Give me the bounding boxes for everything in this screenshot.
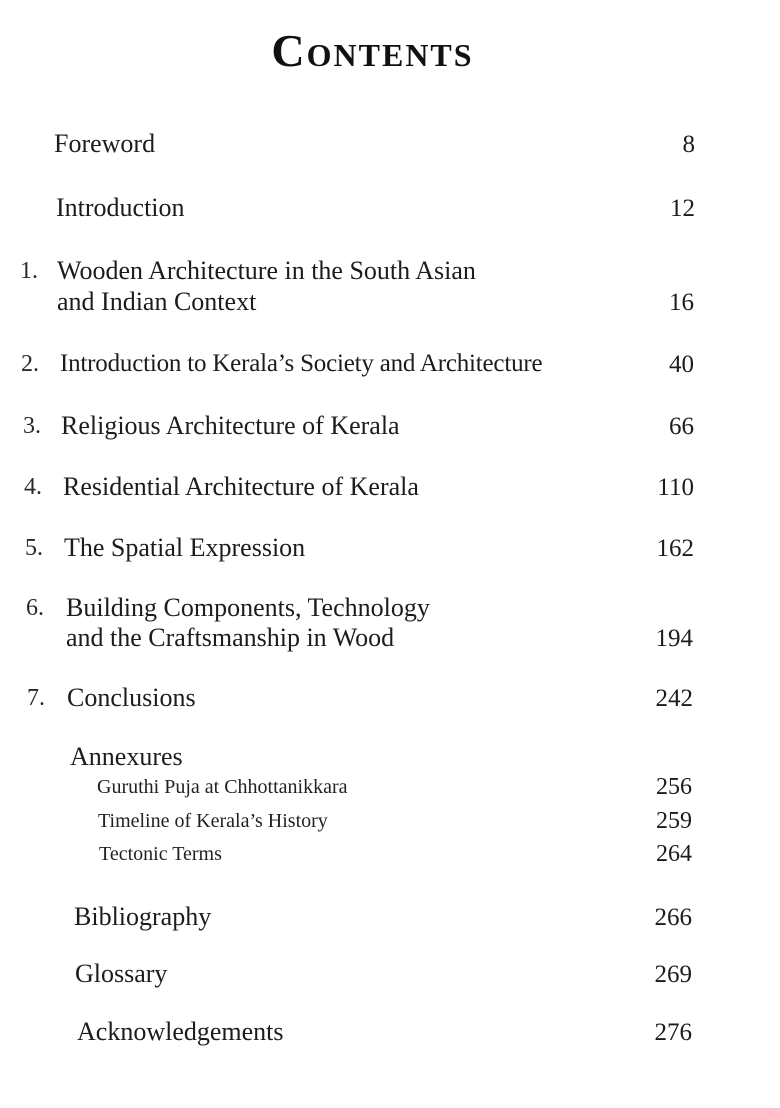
- chapter-number: 3.: [23, 413, 41, 439]
- toc-entry-chapter-7[interactable]: Conclusions: [67, 683, 196, 712]
- toc-entry-chapter-4[interactable]: Residential Architecture of Kerala: [63, 472, 419, 501]
- toc-entry-bibliography[interactable]: Bibliography: [74, 902, 212, 931]
- toc-entry-introduction[interactable]: Introduction: [56, 193, 185, 222]
- chapter-number: 6.: [26, 595, 44, 621]
- toc-entry-foreword[interactable]: Foreword: [54, 129, 156, 158]
- toc-subentry-timeline[interactable]: Timeline of Kerala’s History: [98, 810, 328, 832]
- toc-page-chapter-1: 16: [669, 289, 694, 316]
- toc-entry-glossary[interactable]: Glossary: [75, 959, 168, 988]
- toc-entry-chapter-2[interactable]: Introduction to Kerala’s Society and Architecture: [60, 350, 543, 377]
- chapter-number: 7.: [27, 685, 45, 711]
- toc-page-chapter-7: 242: [655, 685, 693, 712]
- toc-page-foreword: 8: [682, 131, 695, 158]
- chapter-number: 4.: [24, 474, 42, 500]
- toc-subentry-guruthi-puja[interactable]: Guruthi Puja at Chhottanikkara: [97, 776, 348, 798]
- toc-page-chapter-3: 66: [669, 413, 694, 440]
- chapter-number: 1.: [20, 258, 38, 284]
- toc-entry-chapter-5[interactable]: The Spatial Expression: [64, 533, 306, 562]
- chapter-number: 5.: [25, 535, 43, 561]
- toc-entry-chapter-6-line1[interactable]: Building Components, Technology: [66, 593, 430, 622]
- toc-page-chapter-2: 40: [669, 351, 694, 378]
- toc-entry-chapter-1-line2[interactable]: and Indian Context: [57, 287, 257, 316]
- toc-entry-chapter-6-line2[interactable]: and the Craftsmanship in Wood: [66, 623, 395, 652]
- toc-page-glossary: 269: [654, 961, 692, 988]
- toc-page-tectonic-terms: 264: [656, 841, 692, 867]
- toc-entry-chapter-1-line1[interactable]: Wooden Architecture in the South Asian: [57, 256, 476, 285]
- toc-entry-acknowledgements[interactable]: Acknowledgements: [77, 1017, 284, 1046]
- toc-page-acknowledgements: 276: [654, 1019, 692, 1046]
- toc-page-bibliography: 266: [654, 904, 692, 931]
- toc-subentry-tectonic-terms[interactable]: Tectonic Terms: [99, 843, 222, 865]
- toc-page-chapter-4: 110: [657, 474, 694, 501]
- toc-entry-chapter-3[interactable]: Religious Architecture of Kerala: [61, 411, 400, 440]
- toc-page-introduction: 12: [670, 195, 695, 222]
- page-title: Contents: [271, 25, 474, 76]
- toc-page-timeline: 259: [656, 808, 692, 834]
- toc-page-chapter-6: 194: [655, 625, 693, 652]
- toc-page-chapter-5: 162: [656, 535, 694, 562]
- chapter-number: 2.: [21, 351, 39, 377]
- toc-entry-annexures[interactable]: Annexures: [70, 742, 183, 771]
- toc-page-guruthi-puja: 256: [656, 774, 692, 800]
